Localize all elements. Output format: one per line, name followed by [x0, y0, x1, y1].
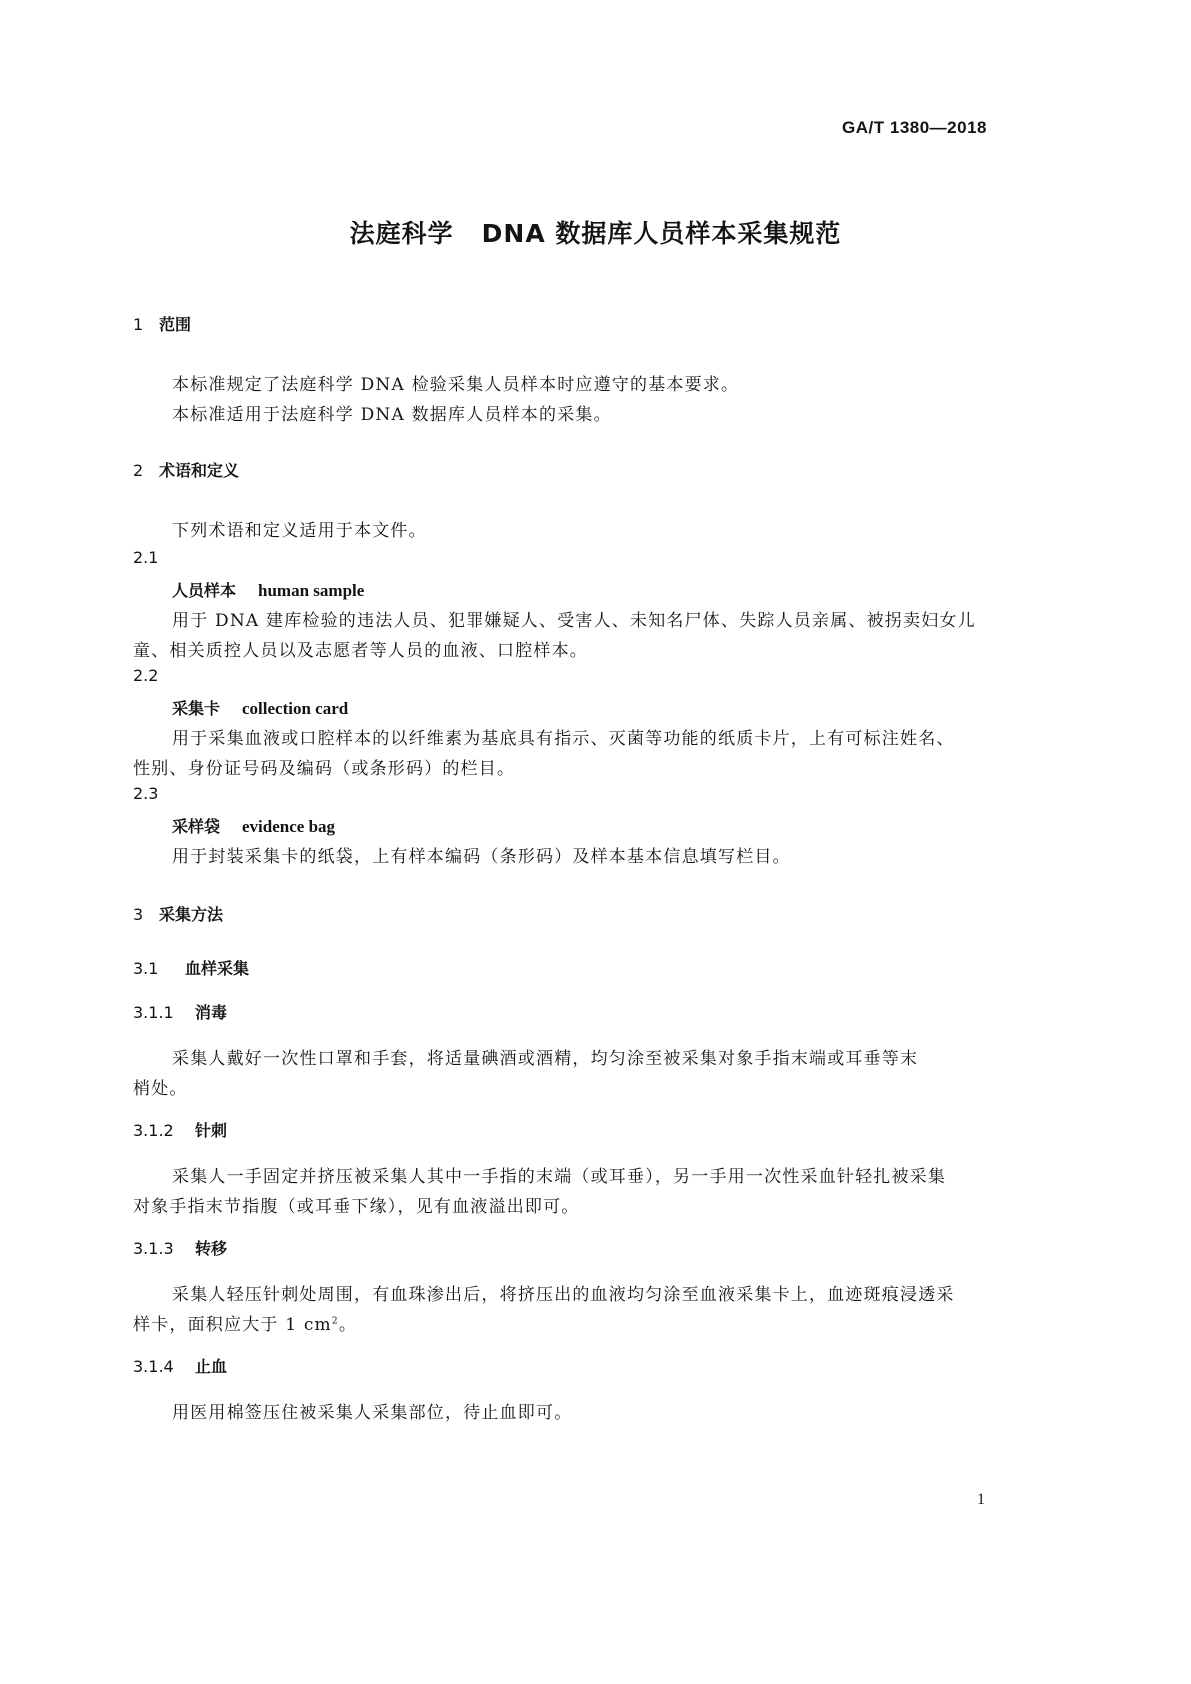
term-2-1-number: 2.1	[133, 548, 159, 567]
term-2-2-number: 2.2	[133, 666, 159, 685]
term-2-2-title: 采集卡 collection card	[172, 699, 349, 718]
superscript-2: 2	[331, 1316, 339, 1327]
s312-line2: 对象手指末节指腹（或耳垂下缘），见有血液溢出即可。	[133, 1197, 580, 1217]
title-part1: 法庭科学	[349, 219, 454, 248]
section-3-1-1-heading: 3.1.1 消毒	[133, 1003, 228, 1022]
standard-number: GA/T 1380—2018	[842, 118, 987, 137]
title-part2: DNA 数据库人员样本采集规范	[481, 219, 842, 248]
section-3-heading: 3 采集方法	[133, 905, 224, 924]
term-2-2-definition-line2: 性别、身份证号码及编码（或条形码）的栏目。	[133, 759, 516, 779]
term-2-1-definition-line1: 用于 DNA 建库检验的违法人员、犯罪嫌疑人、受害人、未知名尸体、失踪人员亲属、被拐卖妇女儿	[172, 611, 976, 631]
s1-paragraph-2: 本标准适用于法庭科学 DNA 数据库人员样本的采集。	[172, 405, 612, 425]
s313-line2: 样卡，面积应大于 1 $cm^2$。	[133, 1315, 358, 1335]
term-2-1-title: 人员样本 human sample	[172, 581, 365, 600]
s2-intro: 下列术语和定义适用于本文件。	[172, 521, 427, 541]
document-title	[0, 214, 1191, 250]
section-3-1-2-heading: 3.1.2 针刺	[133, 1121, 228, 1140]
s1-paragraph-1: 本标准规定了法庭科学 DNA 检验采集人员样本时应遵守的基本要求。	[172, 375, 740, 395]
s312-line1: 采集人一手固定并挤压被采集人其中一手指的末端（或耳垂），另一手用一次性采血针轻扎被采集	[172, 1167, 947, 1187]
term-2-3-title: 采样袋 evidence bag	[172, 817, 336, 836]
page-number: 1	[977, 1491, 985, 1508]
term-2-2-definition-line1: 用于采集血液或口腔样本的以纤维素为基底具有指示、灭菌等功能的纸质卡片，上有可标注姓名、	[172, 729, 955, 749]
section-2-heading: 2 术语和定义	[133, 461, 240, 480]
section-3-1-3-heading: 3.1.3 转移	[133, 1239, 228, 1258]
s313-line1: 采集人轻压针刺处周围，有血珠渗出后，将挤压出的血液均匀涂至血液采集卡上，血迹斑痕浸透采	[172, 1285, 955, 1305]
section-3-1-4-heading: 3.1.4 止血	[133, 1357, 228, 1376]
term-2-3-number: 2.3	[133, 784, 159, 803]
s314-line1: 用医用棉签压住被采集人采集部位，待止血即可。	[172, 1403, 573, 1423]
s311-line2: 梢处。	[133, 1079, 188, 1099]
section-1-heading: 1 范围	[133, 315, 192, 334]
section-3-1-heading: 3.1 血样采集	[133, 959, 250, 978]
s311-line1: 采集人戴好一次性口罩和手套，将适量碘酒或酒精，均匀涂至被采集对象手指末端或耳垂等末	[172, 1049, 919, 1069]
term-2-3-definition-line1: 用于封装采集卡的纸袋，上有样本编码（条形码）及样本基本信息填写栏目。	[172, 847, 791, 867]
term-2-1-definition-line2: 童、相关质控人员以及志愿者等人员的血液、口腔样本。	[133, 641, 588, 661]
